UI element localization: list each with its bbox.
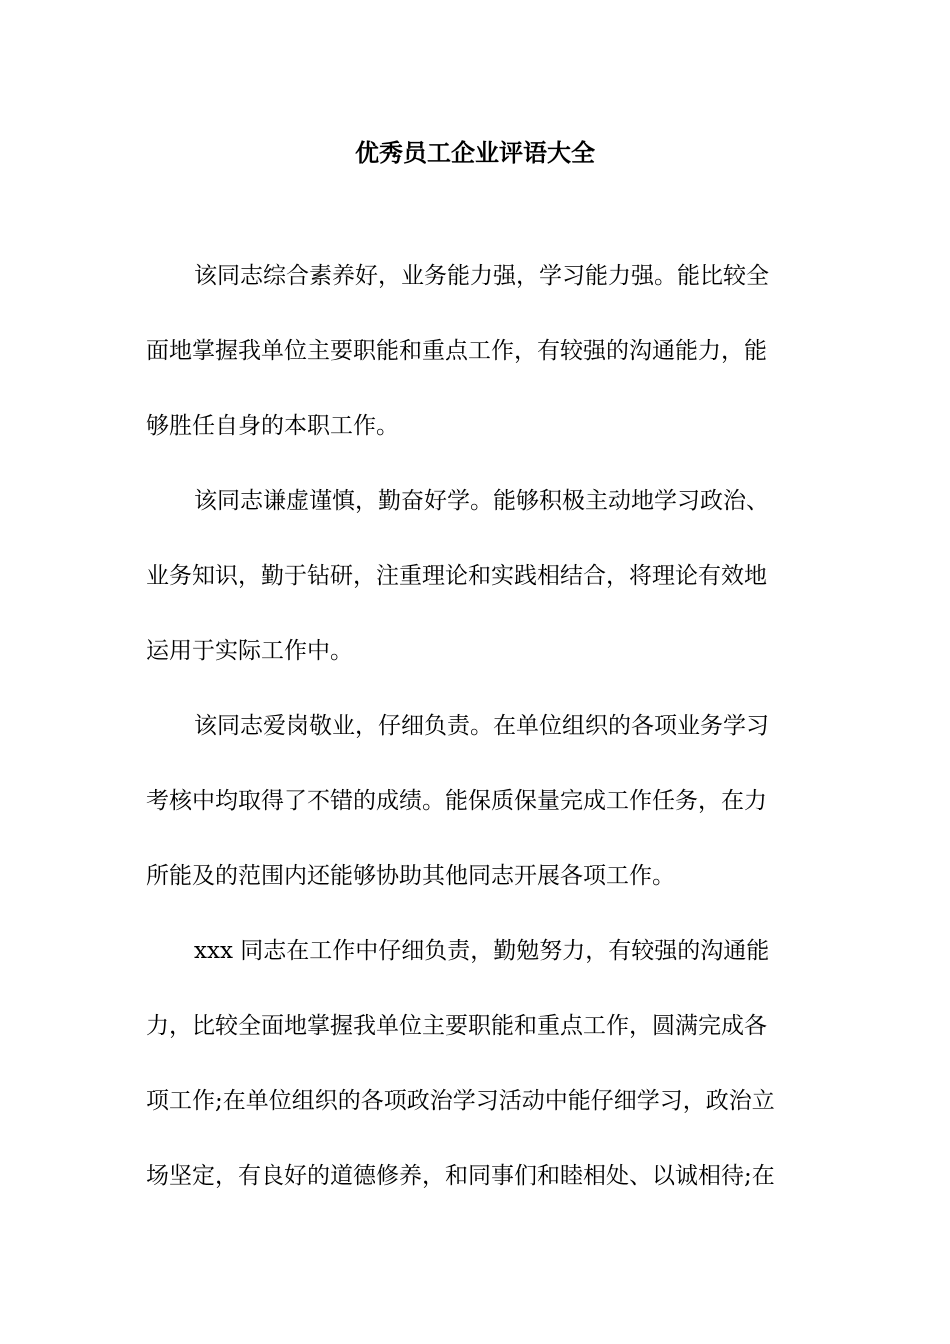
paragraph-4-line-2: 力，比较全面地掌握我单位主要职能和重点工作，圆满完成各 [146,1013,767,1039]
paragraph-3-line-1: 该同志爱岗敬业，仔细负责。在单位组织的各项业务学习 [194,713,769,739]
paragraph-2-line-1: 该同志谦虚谨慎，勤奋好学。能够积极主动地学习政治、 [194,488,769,514]
paragraph-1-line-2: 面地掌握我单位主要职能和重点工作，有较强的沟通能力，能 [146,338,767,364]
paragraph-1-line-3: 够胜任自身的本职工作。 [146,413,399,439]
document-title: 优秀员工企业评语大全 [355,139,595,167]
paragraph-2-line-3: 运用于实际工作中。 [146,638,353,664]
paragraph-2-line-2: 业务知识，勤于钻研，注重理论和实践相结合，将理论有效地 [146,563,767,589]
paragraph-3-line-2: 考核中均取得了不错的成绩。能保质保量完成工作任务，在力 [146,788,767,814]
paragraph-4-line-4: 场坚定，有良好的道德修养，和同事们和睦相处、以诚相待;在 [146,1163,775,1189]
paragraph-1-line-1: 该同志综合素养好，业务能力强，学习能力强。能比较全 [194,263,769,289]
paragraph-4-line-3: 项工作;在单位组织的各项政治学习活动中能仔细学习，政治立 [146,1088,775,1114]
paragraph-4-line-1: xxx 同志在工作中仔细负责，勤勉努力，有较强的沟通能 [194,938,770,964]
paragraph-3-line-3: 所能及的范围内还能够协助其他同志开展各项工作。 [146,863,675,889]
document-body [146,254,806,1229]
